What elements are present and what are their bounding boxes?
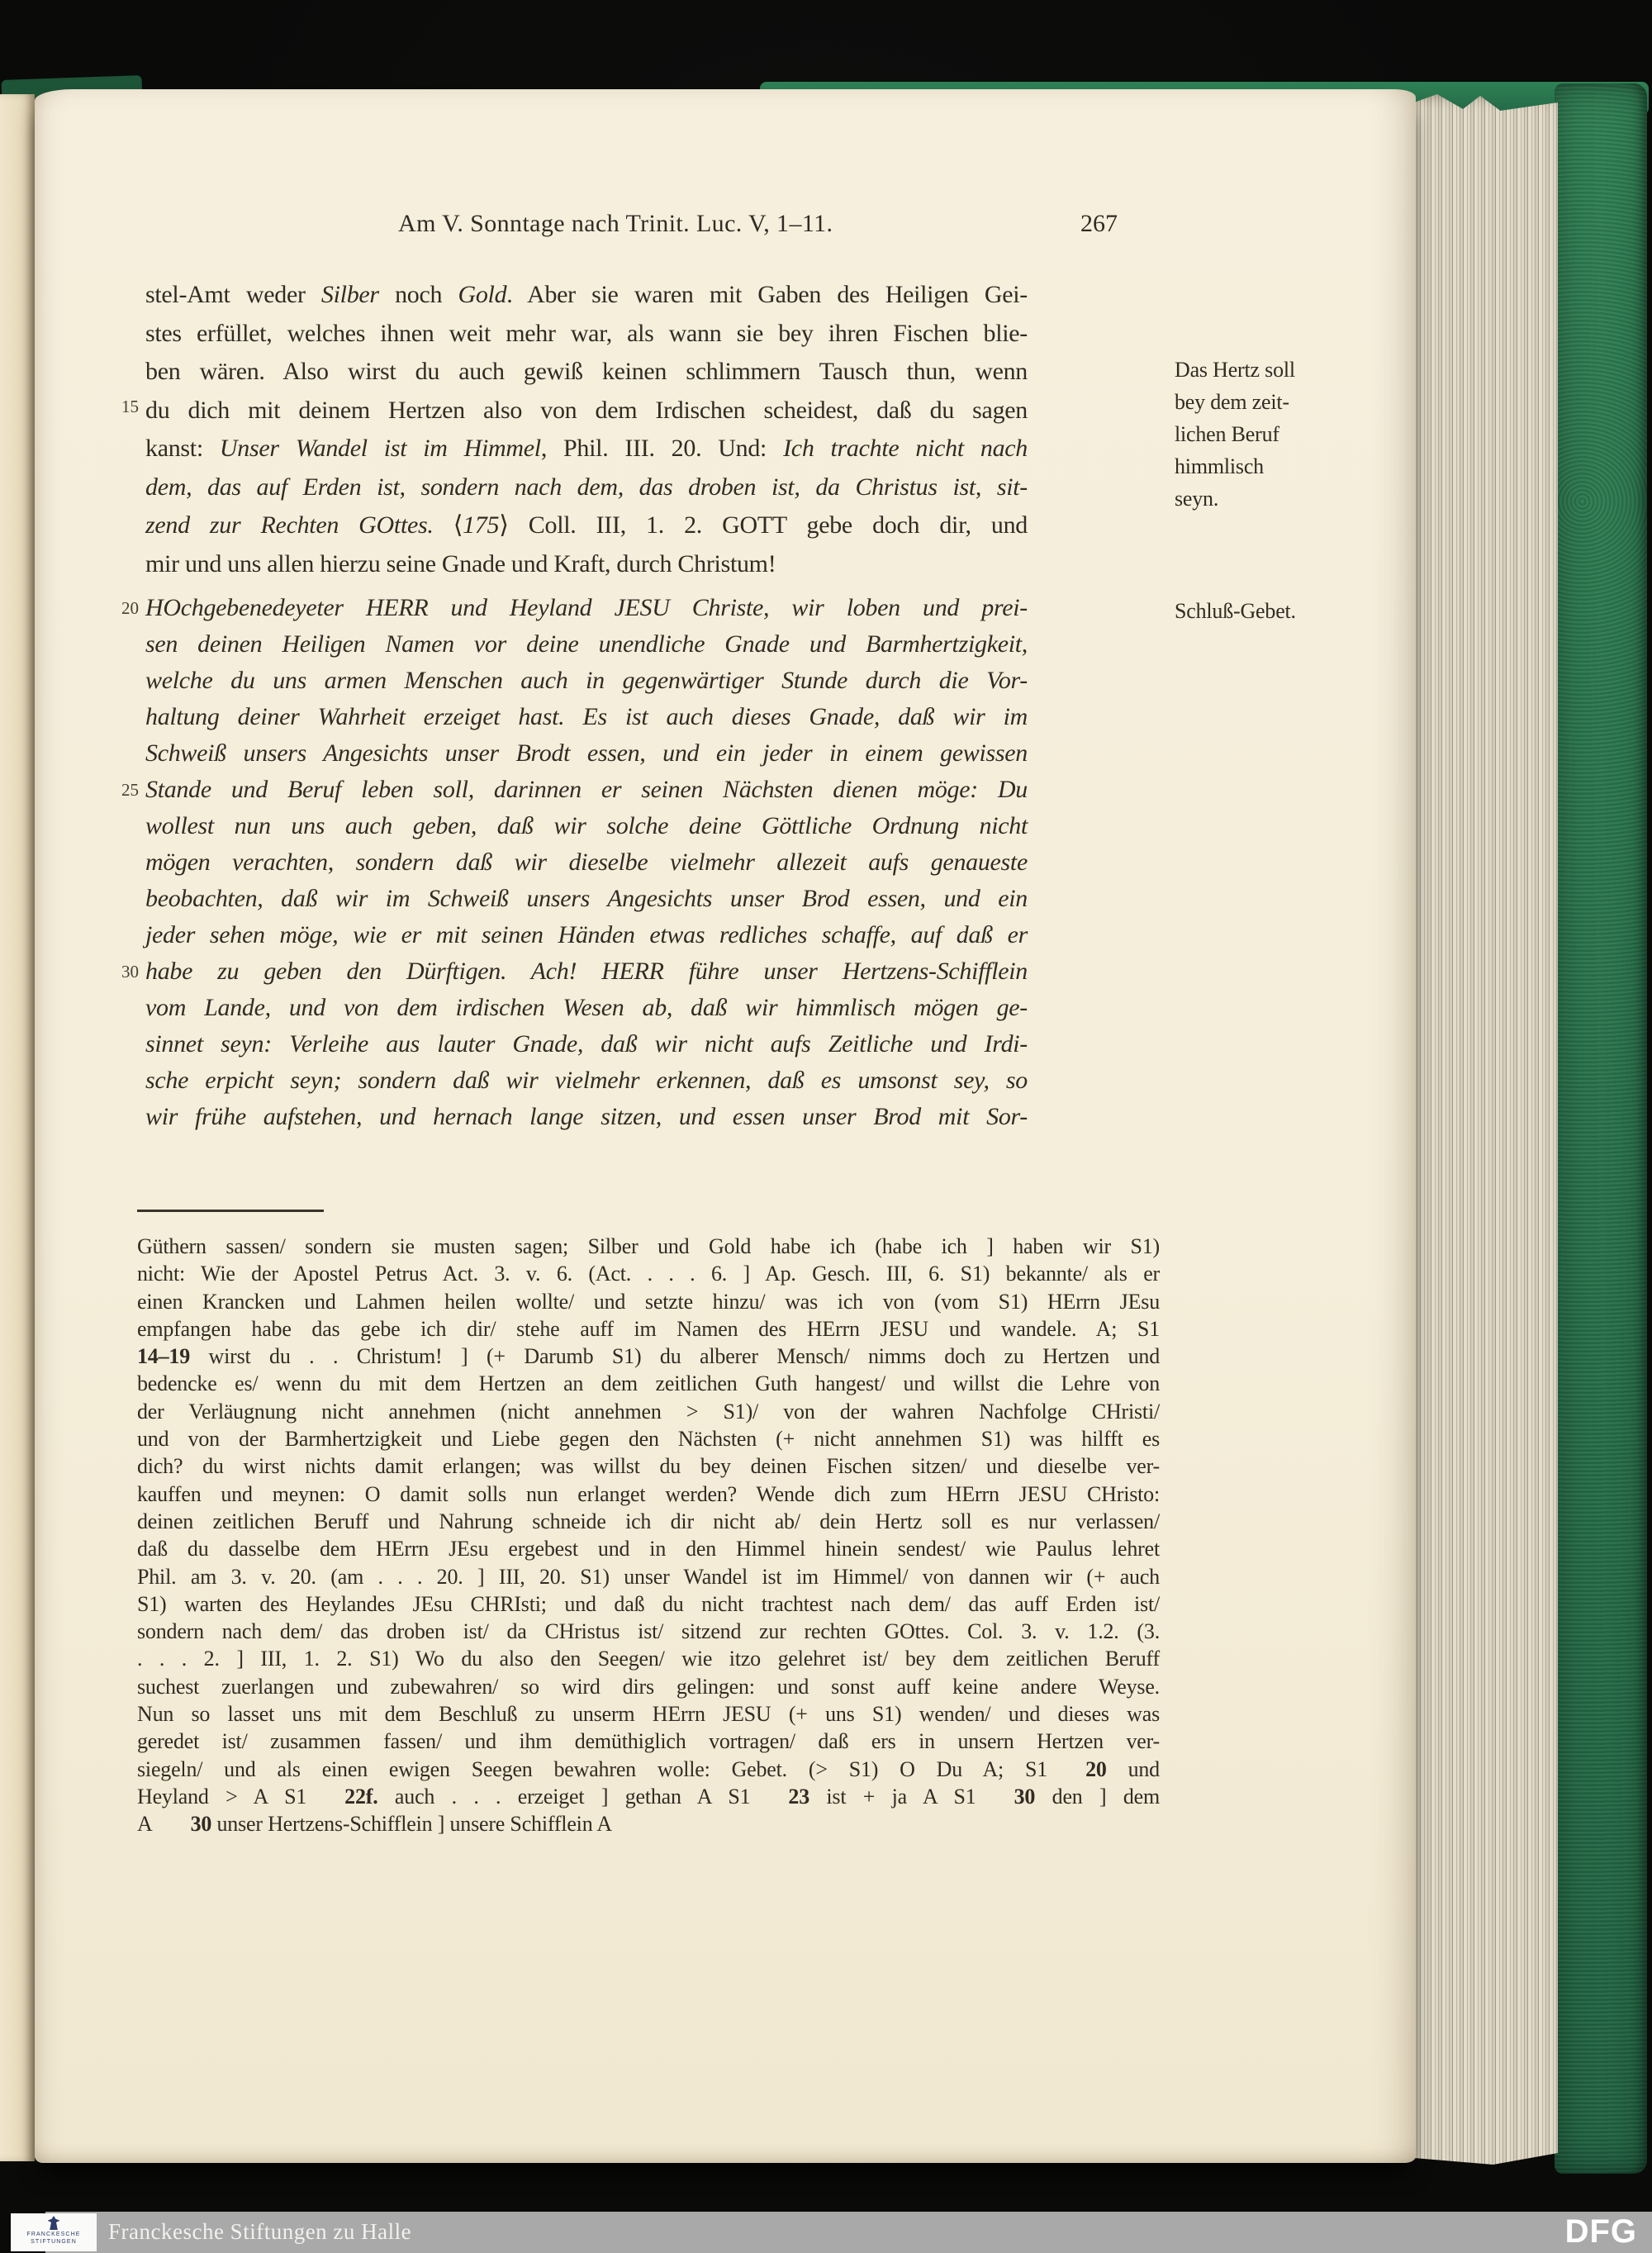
text-line: mir und uns allen hierzu seine Gnade und Kraft, durch Christum! — [145, 549, 776, 578]
margin-note-line: bey dem zeit- — [1175, 390, 1289, 414]
text-line: und von der Barmhertzigkeit und Liebe gegen den Nächsten (+ nicht annehmen S1) was hilfft es — [137, 1427, 1160, 1452]
text-line: wir frühe aufstehen, und hernach lange sitzen, und essen unser Brod mit Sor- — [145, 1103, 1028, 1130]
footer-bar — [45, 2212, 1652, 2253]
dfg-logo[interactable]: DFG — [1564, 2213, 1637, 2250]
text-line: Phil. am 3. v. 20. (am . . . 20. ] III, 20. S1) unser Wandel ist im Himmel/ von dannen wir (+ auch — [137, 1564, 1160, 1589]
text-line: einen Krancken und Lahmen heilen wollte/ und setzte hinzu/ was ich von (vom S1) HErrn JEsu — [137, 1289, 1160, 1314]
page-number: 267 — [1080, 210, 1118, 237]
margin-note-closing-prayer: Schluß-Gebet. — [1175, 599, 1296, 623]
text-line: sche erpicht seyn; sondern daß wir vielmehr erkennen, daß es umsonst sey, so — [145, 1067, 1028, 1094]
text-line: stes erfüllet, welches ihnen weit mehr war, als wann sie bey ihren Fischen blie- — [145, 319, 1028, 347]
franckesche-logo-text: STIFTUNGEN — [31, 2239, 77, 2245]
text-line: habe zu geben den Dürftigen. Ach! HERR führe unser Hertzens-Schifflein — [145, 958, 1028, 985]
line-number-25: 25 — [121, 780, 139, 800]
critical-apparatus — [137, 1233, 1160, 1838]
page-gutter-edge — [0, 94, 35, 2161]
text-line: wollest nun uns auch geben, daß wir solche deine Göttliche Ordnung nicht — [145, 812, 1028, 839]
text-line: siegeln/ und als einen ewigen Seegen bewahren wolle: Gebet. (> S1) O Du A; S1 20 und — [137, 1756, 1160, 1781]
text-line: sinnet seyn: Verleihe aus lauter Gnade, daß wir nicht aufs Zeitliche und Irdi- — [145, 1030, 1028, 1058]
text-line: S1) warten des Heylandes JEsu CHRIsti; und daß du nicht trachtest nach dem/ das auff Erden ist/ — [137, 1591, 1160, 1616]
text-line: . . . 2. ] III, 1. 2. S1) Wo du also den Seegen/ wie itzo gelehret ist/ bey dem zeitlichen Beruff — [137, 1647, 1160, 1671]
text-line: empfangen habe das gebe ich dir/ stehe auff im Namen des HErrn JESU und wandele. A; S1 — [137, 1316, 1160, 1341]
book-cover-right-edge — [1555, 83, 1647, 2174]
book-page — [35, 89, 1416, 2163]
text-line: daß du dasselbe dem HErrn JEsu ergebest und in den Himmel hinein sendest/ wie Paulus lehret — [137, 1537, 1160, 1561]
text-line: Nun so lasset uns mit dem Beschluß zu unserm HErrn JESU (+ uns S1) wenden/ und dieses was — [137, 1702, 1160, 1727]
text-line: stel-Amt weder Silber noch Gold. Aber sie waren mit Gaben des Heiligen Gei- — [145, 281, 1028, 308]
footnote-rule — [137, 1210, 324, 1212]
text-line: haltung deiner Wahrheit erzeiget hast. Es ist auch dieses Gnade, daß wir im — [145, 703, 1028, 730]
text-line: welche du uns armen Menschen auch in gegenwärtiger Stunde durch die Vor- — [145, 667, 1028, 694]
text-line: kanst: Unser Wandel ist im Himmel, Phil. III. 20. Und: Ich trachte nicht nach — [145, 435, 1028, 462]
text-line: sen deinen Heiligen Namen vor deine unendliche Gnade und Barmhertzigkeit, — [145, 630, 1028, 658]
closing-prayer-paragraph — [145, 590, 1028, 1135]
margin-note-line: seyn. — [1175, 487, 1219, 511]
text-line: dich? du wirst nichts damit erlangen; was willst du bey deinen Fischen sitzen/ und dieselbe ver- — [137, 1454, 1160, 1479]
text-line: bedencke es/ wenn du mit dem Hertzen an dem zeitlichen Guth hangest/ und willst die Lehre von — [137, 1371, 1160, 1396]
text-line: HOchgebenedeyeter HERR und Heyland JESU Christe, wir loben und prei- — [145, 594, 1028, 621]
text-line: zend zur Rechten GOttes. ⟨175⟩ Coll. III, 1. 2. GOTT gebe doch dir, und — [145, 511, 1028, 539]
running-title: Am V. Sonntage nach Trinit. Luc. V, 1–11. — [398, 210, 833, 237]
franckesche-logo-text: FRANCKESCHE — [26, 2232, 81, 2237]
text-line: dem, das auf Erden ist, sondern nach dem, das droben ist, da Christus ist, sit- — [145, 473, 1028, 501]
line-number-15: 15 — [121, 397, 139, 416]
text-line: Schweiß unsers Angesichts unser Brodt essen, und ein jeder in einem gewissen — [145, 739, 1028, 767]
margin-note-line: Das Hertz soll — [1175, 358, 1295, 382]
margin-note-heart-heavenly — [1175, 354, 1340, 515]
franckesche-emblem-icon — [48, 2216, 60, 2230]
text-line: geredet ist/ zusammen fassen/ und ihm demüthiglich vortragen/ daß ers in unsern Hertzen ver- — [137, 1729, 1160, 1754]
margin-note-line: himmlisch — [1175, 454, 1264, 478]
text-line: vom Lande, und von dem irdischen Wesen ab, daß wir himmlisch mögen ge- — [145, 994, 1028, 1021]
line-number-30: 30 — [121, 962, 139, 982]
text-line: Stande und Beruf leben soll, darinnen er seinen Nächsten dienen möge: Du — [145, 776, 1028, 803]
franckesche-logo[interactable] — [11, 2213, 97, 2251]
text-line: der Verläugnung nicht annehmen (nicht annehmen > S1)/ von der wahren Nachfolge CHristi/ — [137, 1399, 1160, 1424]
margin-note-line: lichen Beruf — [1175, 422, 1279, 446]
text-line: ben wären. Also wirst du auch gewiß keinen schlimmern Tausch thun, wenn — [145, 358, 1028, 385]
text-line: kauffen und meynen: O damit solls nun erlanget werden? Wende dich zum HErrn JESU CHristo: — [137, 1481, 1160, 1506]
text-line: deinen zeitlichen Beruff und Nahrung schneide ich dir nicht ab/ dein Hertz soll es nur verlassen/ — [137, 1509, 1160, 1533]
line-number-20: 20 — [121, 598, 139, 618]
page-header — [35, 210, 1416, 243]
text-line: Heyland > A S1 22f. auch . . . erzeiget ] gethan A S1 23 ist + ja A S1 30 den ] dem — [137, 1784, 1161, 1809]
text-line: Güthern sassen/ sondern sie musten sagen; Silber und Gold habe ich (habe ich ] haben wir S1) — [137, 1234, 1160, 1258]
text-line: suchest zuerlangen und zubewahren/ so wird dirs gelingen: und sonst auff keine andere Weyse. — [137, 1674, 1160, 1699]
page-fore-edge-stack — [1414, 93, 1558, 2165]
body-paragraph — [145, 276, 1028, 583]
text-line: 14–19 wirst du . . Christum! ] (+ Darumb S1) du alberer Mensch/ nimms doch zu Hertzen und — [137, 1344, 1160, 1369]
text-line: mögen verachten, sondern daß wir dieselbe vielmehr allezeit aufs genaueste — [145, 848, 1028, 876]
text-line: beobachten, daß wir im Schweiß unsers Angesichts unser Brod essen, und ein — [145, 885, 1028, 912]
institution-label: Franckesche Stiftungen zu Halle — [108, 2219, 412, 2244]
text-line: A 30 unser Hertzens-Schifflein ] unsere Schifflein A — [137, 1812, 612, 1837]
text-line: nicht: Wie der Apostel Petrus Act. 3. v. 6. (Act. . . . 6. ] Ap. Gesch. III, 6. S1) bekannte/ als er — [137, 1262, 1160, 1286]
text-line: jeder sehen möge, wie er mit seinen Händen etwas redliches schaffe, auf daß er — [145, 921, 1028, 948]
text-line: du dich mit deinem Hertzen also von dem Irdischen scheidest, daß du sagen — [145, 396, 1028, 424]
text-line: sondern nach dem/ das droben ist/ da CHristus ist/ sitzend zur rechten GOttes. Col. 3. v. 1.2. (3. — [137, 1619, 1160, 1644]
